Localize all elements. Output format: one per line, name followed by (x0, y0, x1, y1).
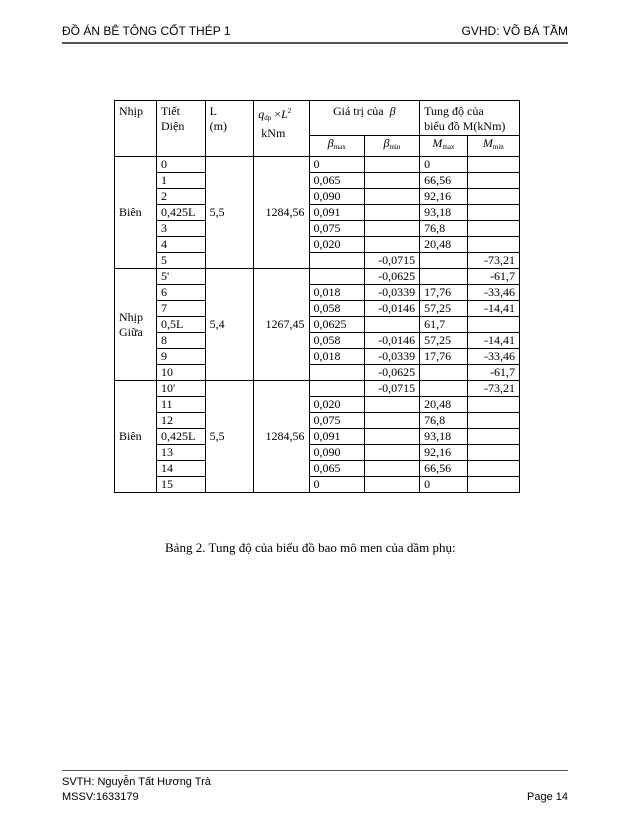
beta-max-cell: 0,018 (309, 285, 364, 301)
table-row (115, 221, 520, 237)
m-max-cell (420, 253, 468, 269)
m-min-cell: -14,41 (467, 301, 519, 317)
m-min-cell: -73,21 (467, 381, 519, 397)
m-min-cell: -33,46 (467, 349, 519, 365)
section-cell: 2 (157, 189, 206, 205)
table-row (115, 381, 520, 397)
m-min-cell (467, 461, 519, 477)
beta-min-cell (364, 397, 419, 413)
m-max-cell: 76,8 (420, 413, 468, 429)
section-cell: 1 (157, 173, 206, 189)
m-min-cell: -61,7 (467, 365, 519, 381)
m-min-cell (467, 157, 519, 173)
m-min-cell (467, 397, 519, 413)
header-span: Nhịp (115, 101, 157, 157)
length-cell: 5,4 (205, 269, 254, 381)
beta-min-cell (364, 413, 419, 429)
beta-min-cell (364, 205, 419, 221)
header-divider (62, 42, 568, 44)
beta-min-cell (364, 317, 419, 333)
m-max-cell (420, 381, 468, 397)
section-cell: 0,425L (157, 205, 206, 221)
page-footer (62, 775, 568, 805)
beta-max-cell (309, 269, 364, 285)
load-cell: 1284,56 (254, 381, 309, 493)
m-max-cell: 93,18 (420, 205, 468, 221)
section-cell: 10 (157, 365, 206, 381)
header-beta: Giá trị của β (309, 101, 420, 136)
section-cell: 12 (157, 413, 206, 429)
beta-max-cell: 0 (309, 157, 364, 173)
table-row (115, 429, 520, 445)
m-max-cell: 20,48 (420, 237, 468, 253)
section-cell: 3 (157, 221, 206, 237)
m-min-cell: -61,7 (467, 269, 519, 285)
table-row (115, 445, 520, 461)
beta-min-cell: -0,0715 (364, 381, 419, 397)
header-length: L (m) (205, 101, 254, 157)
m-min-cell (467, 413, 519, 429)
length-cell: 5,5 (205, 381, 254, 493)
m-max-cell (420, 269, 468, 285)
page-header (62, 22, 568, 44)
m-max-cell: 0 (420, 157, 468, 173)
section-cell: 5 (157, 253, 206, 269)
m-min-cell: -33,46 (467, 285, 519, 301)
m-max-cell: 92,16 (420, 189, 468, 205)
table-row (115, 237, 520, 253)
beta-min-cell: -0,0625 (364, 269, 419, 285)
section-cell: 0,5L (157, 317, 206, 333)
table-header-row (115, 101, 520, 136)
section-cell: 4 (157, 237, 206, 253)
page-number: Page 14 (527, 791, 568, 803)
header-ordinate: Tung độ của biểu đồ M(kNm) (420, 101, 520, 136)
table-row (115, 253, 520, 269)
m-max-cell: 57,25 (420, 333, 468, 349)
section-cell: 10' (157, 381, 206, 397)
section-cell: 9 (157, 349, 206, 365)
section-cell: 0,425L (157, 429, 206, 445)
m-min-cell (467, 221, 519, 237)
beta-min-cell (364, 157, 419, 173)
beta-max-cell: 0,020 (309, 237, 364, 253)
header-beta-min: $\beta_{min}$ (364, 136, 419, 157)
beta-max-cell: 0,018 (309, 349, 364, 365)
table-row (115, 157, 520, 173)
beta-min-cell (364, 477, 419, 493)
beta-max-cell: 0,075 (309, 413, 364, 429)
beta-min-cell (364, 445, 419, 461)
beta-max-cell: 0,090 (309, 189, 364, 205)
section-cell: 14 (157, 461, 206, 477)
beta-min-cell (364, 221, 419, 237)
beta-max-cell: 0,075 (309, 221, 364, 237)
m-min-cell (467, 317, 519, 333)
m-max-cell: 76,8 (420, 221, 468, 237)
section-cell: 0 (157, 157, 206, 173)
table-row (115, 189, 520, 205)
table-row (115, 205, 520, 221)
header-instructor: GVHD: VÕ BÁ TẦM (461, 24, 568, 38)
beta-max-cell: 0,091 (309, 205, 364, 221)
m-max-cell: 17,76 (420, 285, 468, 301)
beta-max-cell: 0,065 (309, 173, 364, 189)
beta-min-cell: -0,0146 (364, 301, 419, 317)
m-max-cell: 92,16 (420, 445, 468, 461)
section-cell: 6 (157, 285, 206, 301)
beta-min-cell (364, 461, 419, 477)
beta-min-cell (364, 429, 419, 445)
table-row (115, 285, 520, 301)
m-max-cell: 93,18 (420, 429, 468, 445)
m-min-cell: -73,21 (467, 253, 519, 269)
header-beta-max: $\beta_{max}$ (309, 136, 364, 157)
beta-min-cell: -0,0625 (364, 365, 419, 381)
m-min-cell (467, 477, 519, 493)
beta-min-cell: -0,0339 (364, 285, 419, 301)
beta-min-cell: -0,0715 (364, 253, 419, 269)
table-caption: Bảng 2. Tung độ của biểu đồ bao mô men của dầm phụ: (165, 540, 456, 555)
table-row (115, 365, 520, 381)
beta-max-cell: 0,090 (309, 445, 364, 461)
section-cell: 11 (157, 397, 206, 413)
table-row (115, 397, 520, 413)
beta-min-cell: -0,0146 (364, 333, 419, 349)
table-row (115, 461, 520, 477)
m-max-cell: 66,56 (420, 173, 468, 189)
m-max-cell (420, 365, 468, 381)
table-row (115, 477, 520, 493)
m-max-cell: 61,7 (420, 317, 468, 333)
section-cell: 8 (157, 333, 206, 349)
moment-envelope-table (114, 100, 520, 493)
footer-divider (62, 770, 568, 771)
beta-max-cell: 0,058 (309, 333, 364, 349)
m-max-cell: 17,76 (420, 349, 468, 365)
m-max-cell: 0 (420, 477, 468, 493)
header-m-max: $M_{max}$ (420, 136, 468, 157)
beta-max-cell: 0,058 (309, 301, 364, 317)
beta-max-cell: 0 (309, 477, 364, 493)
beta-max-cell (309, 253, 364, 269)
table-row (115, 349, 520, 365)
m-min-cell (467, 237, 519, 253)
span-name: Biên (115, 157, 157, 269)
m-max-cell: 20,48 (420, 397, 468, 413)
table-row (115, 317, 520, 333)
length-cell: 5,5 (205, 157, 254, 269)
span-name: Biên (115, 381, 157, 493)
m-min-cell (467, 189, 519, 205)
table-row (115, 173, 520, 189)
header-title: ĐỒ ÁN BÊ TÔNG CỐT THÉP 1 (62, 24, 231, 38)
beta-max-cell: 0,065 (309, 461, 364, 477)
beta-min-cell (364, 189, 419, 205)
m-max-cell: 57,25 (420, 301, 468, 317)
load-cell: 1284,56 (254, 157, 309, 269)
beta-max-cell (309, 365, 364, 381)
span-name: Nhịp Giữa (115, 269, 157, 381)
section-cell: 5' (157, 269, 206, 285)
beta-max-cell: 0,0625 (309, 317, 364, 333)
table-row (115, 301, 520, 317)
load-cell: 1267,45 (254, 269, 309, 381)
beta-max-cell: 0,020 (309, 397, 364, 413)
table-row (115, 413, 520, 429)
beta-min-cell (364, 173, 419, 189)
m-min-cell (467, 445, 519, 461)
m-min-cell (467, 173, 519, 189)
m-min-cell: -14,41 (467, 333, 519, 349)
beta-min-cell (364, 237, 419, 253)
section-cell: 7 (157, 301, 206, 317)
footer-student-id: MSSV:1633179 (62, 791, 139, 803)
m-min-cell (467, 205, 519, 221)
table-row (115, 333, 520, 349)
beta-max-cell: 0,091 (309, 429, 364, 445)
table-row (115, 269, 520, 285)
section-cell: 13 (157, 445, 206, 461)
footer-author: SVTH: Nguyễn Tất Hương Trà (62, 776, 211, 788)
header-section: Tiết Diện (157, 101, 206, 157)
beta-min-cell: -0,0339 (364, 349, 419, 365)
header-load-factor: $q_{dp} \times L^2$ kNm (254, 101, 309, 157)
section-cell: 15 (157, 477, 206, 493)
header-m-min: $M_{min}$ (467, 136, 519, 157)
m-max-cell: 66,56 (420, 461, 468, 477)
m-min-cell (467, 429, 519, 445)
beta-max-cell (309, 381, 364, 397)
